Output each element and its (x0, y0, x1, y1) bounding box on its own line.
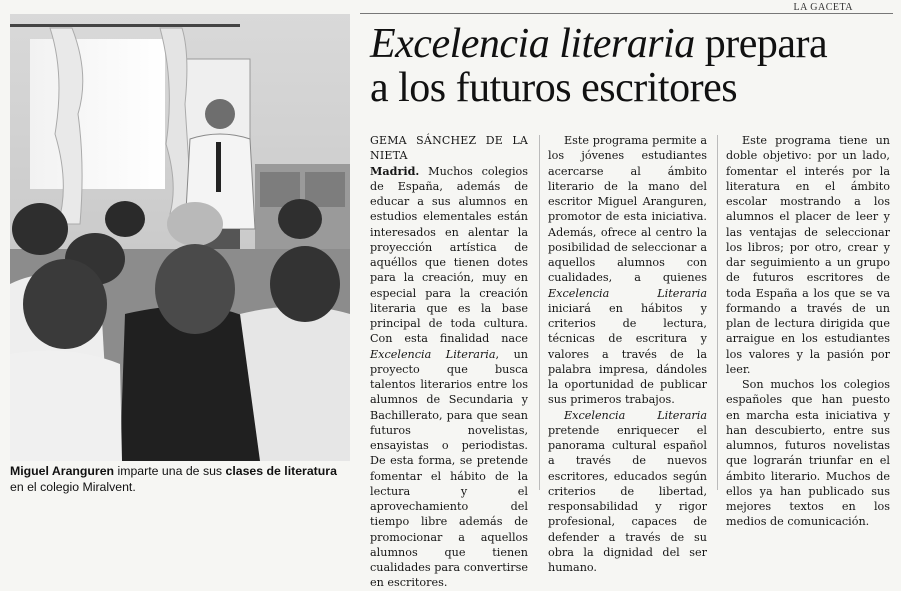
caption-bold: clases de literatura (225, 464, 337, 478)
paragraph-text: iniciará en hábitos y criterios de lectura, técnicas de escritura y valores a través de la palabra impresa, dándoles la oportunidad de publicar sus primeros trabajos. (548, 301, 707, 407)
paragraph-italic: Excelencia Literaria (370, 347, 496, 361)
header-rule (360, 13, 893, 14)
paragraph-text: , un proyecto que busca talentos literarios entre los alumnos de Secundaria y Bachillerato, para que sean futuros novelistas, ensayistas o periodistas. De esta forma, se pretende fomentar el hábito de la lectura y el aprovechamiento del tiempo libre además de promocionar a aquellos alumnos que tienen cualidades para convertirse en escritores. (370, 347, 528, 590)
classroom-photo (10, 14, 350, 461)
headline-italic: Excelencia literaria (370, 21, 695, 67)
headline-line1-rest: prepara (694, 21, 828, 67)
headline (370, 22, 890, 110)
byline: GEMA SÁNCHEZ DE LA NIETA (370, 134, 528, 163)
column-divider (717, 135, 718, 490)
paragraph (370, 164, 528, 591)
paragraph-text: pretende enriquecer el panorama cultural español a través de nuevos escritores, educados según criterios de libertad, responsabilidad y rigor profesional, capaces de defender a través de su obra la dignidad del ser humano. (548, 423, 707, 574)
dateline-city: Madrid. (370, 163, 420, 178)
paragraph: Son muchos los colegios españoles que han puesto en marcha esta iniciativa y han descubierto, entre sus alumnos, futuros novelistas que lograrán triunfar en el ámbito literario. Muchos de ellos ya han publicado sus mejores textos en los medios de comunicación. (726, 378, 890, 529)
section-label: LA GACETA (793, 2, 853, 13)
paragraph (548, 133, 707, 408)
paragraph (548, 408, 707, 576)
caption-text-1: imparte una de sus (114, 464, 226, 478)
caption-name: Miguel Aranguren (10, 464, 115, 478)
photo-caption (10, 463, 352, 495)
paragraph-text: Muchos colegios de España, además de educar a sus alumnos en estudios elementales están interesados en alentar la proyección artística de aquéllos que tienen dotes para la creación, muy en especial para la creación literaria que es la base principal de toda cultura. Con esta finalidad nace (370, 164, 528, 346)
column-divider (539, 135, 540, 490)
paragraph: Este programa tiene un doble objetivo: por un lado, fomentar el interés por la literatura en el ámbito escolar mostrando a los alumnos el placer de leer y las ventajas de seleccionar los libros; por otro, crear y dar seguimiento a un grupo de futuros escritores de toda España a los que se va formando a través de un plan de lectura dirigida que arraigue en los estudiantes los valores y la pasión por leer. (726, 134, 890, 376)
article-column-1 (370, 133, 528, 591)
headline-line2: a los futuros escritores (370, 65, 738, 111)
paragraph-italic: Excelencia Literaria (548, 286, 707, 300)
paragraph-italic: Excelencia Literaria (564, 408, 707, 422)
article-column-3 (726, 133, 890, 530)
article-column-2 (548, 133, 707, 575)
caption-text-2: en el colegio Miralvent. (10, 480, 136, 494)
article-photo (10, 14, 350, 461)
paragraph-text: Este programa permite a los jóvenes estudiantes acercarse al ámbito literario de la mano del escritor Miguel Aranguren, promotor de esta iniciativa. Además, ofrece al centro la posibilidad de seleccionar a aquellos alumnos con cualidades, a quienes (548, 134, 707, 285)
